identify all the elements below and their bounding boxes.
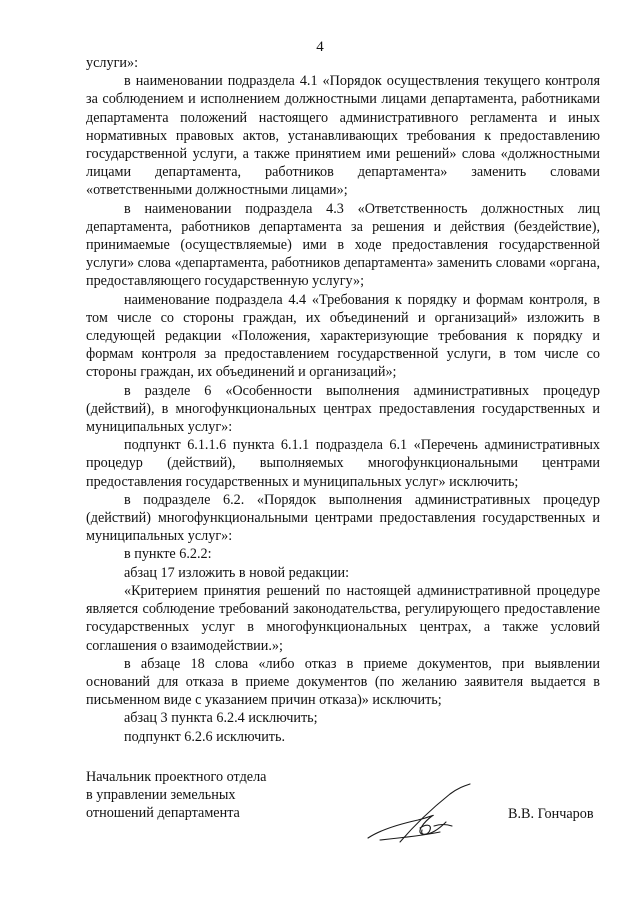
paragraph-4: наименование подраздела 4.4 «Требования к порядку и формам контроля, в том числе со стороны граждан, их объединений и организаций» изложить в следующей редакции «Положения, характеризующие требования к порядку и формам контроля за предоставлением государственной услуги, в том числе со стороны граждан, их объединений и организаций»; xyxy=(86,291,600,381)
signer-position xyxy=(86,768,326,823)
signer-position-line: отношений департамента xyxy=(86,805,240,822)
paragraph-9: абзац 17 изложить в новой редакции: xyxy=(124,564,350,581)
paragraph-7: в подразделе 6.2. «Порядок выполнения административных процедур (действий) многофункциональными центрами предоставления государственных и муниципальных услуг»: xyxy=(86,491,600,545)
paragraph-11: в абзаце 18 слова «либо отказ в приеме документов, при выявлении оснований для отказа в приеме документов (по желанию заявителя выдается в письменном виде с указанием причин отказа)» исключить; xyxy=(86,655,600,709)
paragraph-10: «Критерием принятия решений по настоящей административной процедуре является соблюдение требований законодательства, регулирующего предоставление государственных услуг в многофункциональных центрах, а также условий соглашения о взаимодействии.»; xyxy=(86,582,600,654)
paragraph-8: в пункте 6.2.2: xyxy=(124,546,212,563)
page-number: 4 xyxy=(316,39,324,55)
paragraph-13: подпункт 6.2.6 исключить. xyxy=(124,728,286,745)
signer-position-line: в управлении земельных xyxy=(86,787,236,804)
signer-name: В.В. Гончаров xyxy=(508,806,594,822)
paragraph-6: подпункт 6.1.1.6 пункта 6.1.1 подраздела 6.1 «Перечень административных процедур (действий), выполняемых многофункциональными центрами предоставления государственных и муниципальных услуг» исключить; xyxy=(86,437,600,490)
paragraph-3: в наименовании подраздела 4.3 «Ответственность должностных лиц департамента, работников департамента за решения и действия (бездействие), принимаемые (осуществляемые) ими в ходе предоставления государственной услуги» слова «департамента, работников департамента» заменить словами «органа, предоставляющего государственную услугу»; xyxy=(86,200,600,290)
paragraph-1: услуги»: xyxy=(86,55,139,71)
paragraph-2: в наименовании подраздела 4.1 «Порядок осуществления текущего контроля за соблюдением и исполнением должностными лицами департамента, работниками департамента положений настоящего административного регламента и иных нормативных правовых актов, устанавливающих требования к предоставлению государственной услуги, а также принятием ими решений» слова «должностными лицами департамента, работников департамента» заменить словами «ответственными должностными лицами»; xyxy=(86,73,600,199)
document-body xyxy=(86,54,600,746)
paragraph-12: абзац 3 пункта 6.2.4 исключить; xyxy=(124,710,318,727)
paragraph-5: в разделе 6 «Особенности выполнения административных процедур (действий), в многофункциональных центрах предоставления государственных и муниципальных услуг»: xyxy=(86,382,600,436)
signer-position-line: Начальник проектного отдела xyxy=(86,769,267,785)
handwritten-signature xyxy=(360,780,490,850)
